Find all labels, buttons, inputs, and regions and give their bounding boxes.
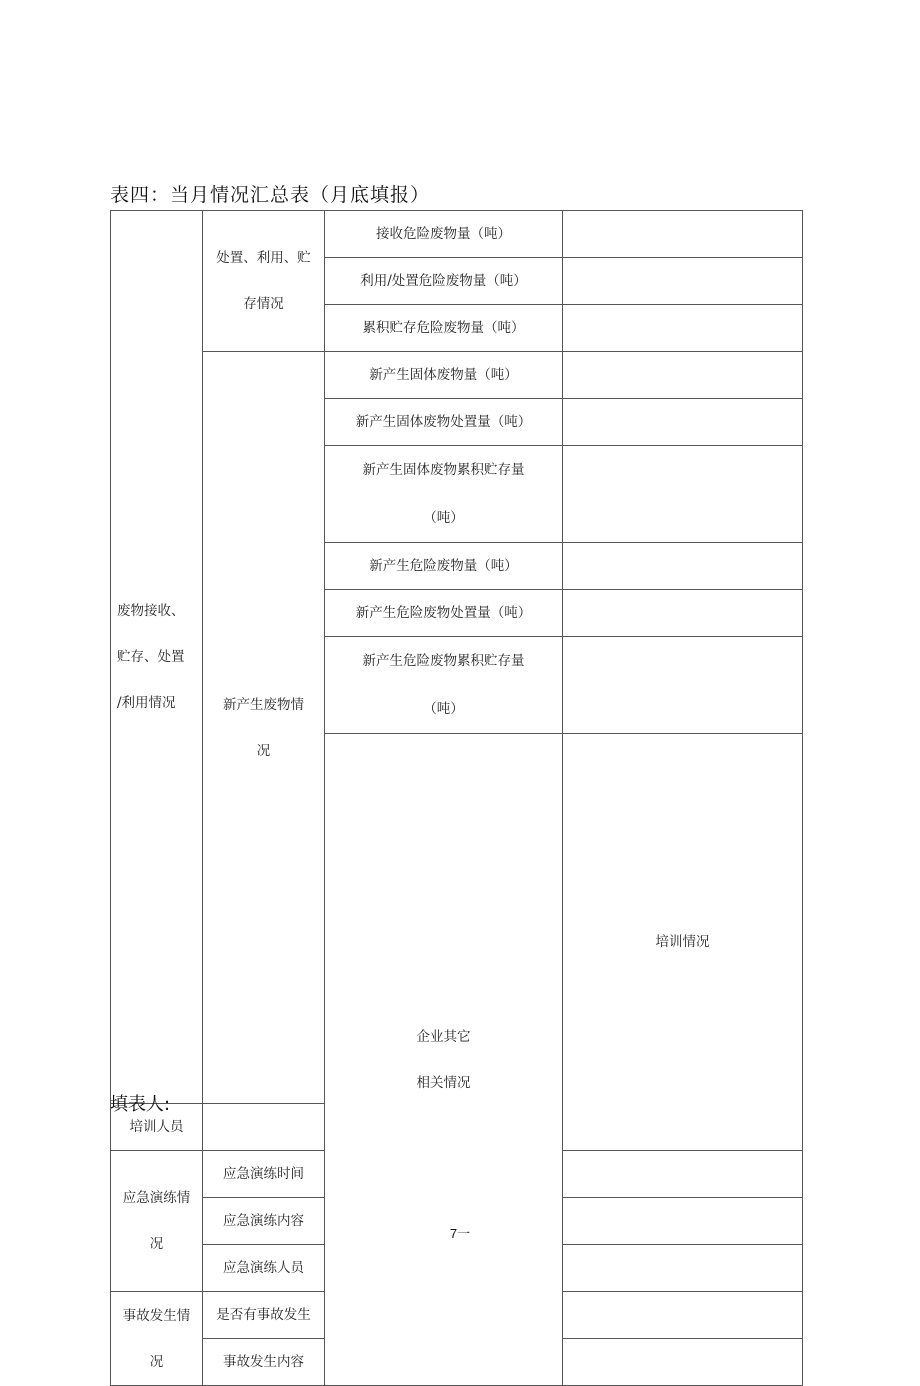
value-cell[interactable] [563,258,803,305]
group-label-cell [203,211,325,352]
item-label [325,446,563,543]
monthly-summary-table [110,210,803,1386]
value-cell[interactable] [563,399,803,446]
value-cell[interactable] [203,1104,325,1151]
item-label-line: （吨） [423,510,464,526]
item-label: 应急演练人员 [203,1245,325,1292]
group-label-line: 处置、利用、贮 [216,250,311,266]
page-number: 7一 [449,1226,471,1241]
value-cell[interactable] [563,446,803,543]
value-cell[interactable] [563,1292,803,1339]
category-cell [111,211,203,1104]
item-label: 培训人员 [111,1104,203,1151]
category-line: 企业其它 [416,1028,471,1045]
value-cell[interactable] [563,1245,803,1292]
item-label: 新产生固体废物处置量（吨） [325,399,563,446]
table-row [111,352,803,399]
value-cell[interactable] [563,543,803,590]
item-label: 应急演练时间 [203,1151,325,1198]
item-label: 利用/处置危险废物量（吨） [325,258,563,305]
category-line: /利用情况 [117,695,176,711]
item-label: 接收危险废物量（吨） [325,211,563,258]
item-label: 新产生危险废物量（吨） [325,543,563,590]
group-label-line: 新产生废物情 [223,696,304,713]
category-line: 废物接收、 [117,603,185,619]
group-label-cell [203,352,325,1104]
item-label: 事故发生内容 [203,1339,325,1386]
item-label-line: 新产生固体废物累积贮存量 [362,462,525,478]
item-label: 新产生危险废物处置量（吨） [325,590,563,637]
group-label-cell: 应急演练情况 [111,1151,203,1292]
value-cell[interactable] [563,637,803,734]
value-cell[interactable] [563,352,803,399]
value-cell[interactable] [563,1339,803,1386]
group-label-line: 况 [256,742,271,759]
group-label-line: 存情况 [243,296,284,312]
item-label [325,637,563,734]
group-label-cell: 事故发生情况 [111,1292,203,1386]
category-line: 贮存、处置 [117,649,185,665]
item-label: 是否有事故发生 [203,1292,325,1339]
table-title: 表四：当月情况汇总表（月底填报） [110,184,431,206]
filler-label: 填表人: [110,1094,171,1115]
group-label-cell: 培训情况 [563,734,803,1151]
value-cell[interactable] [563,211,803,258]
item-label: 累积贮存危险废物量（吨） [325,305,563,352]
item-label: 应急演练内容 [203,1198,325,1245]
value-cell[interactable] [563,1151,803,1198]
item-label-line: 新产生危险废物累积贮存量 [362,653,525,669]
item-label: 新产生固体废物量（吨） [325,352,563,399]
item-label-line: （吨） [423,701,464,717]
value-cell[interactable] [563,590,803,637]
value-cell[interactable] [563,305,803,352]
category-line: 相关情况 [416,1074,471,1091]
table-row [111,211,803,258]
category-cell [325,734,563,1386]
